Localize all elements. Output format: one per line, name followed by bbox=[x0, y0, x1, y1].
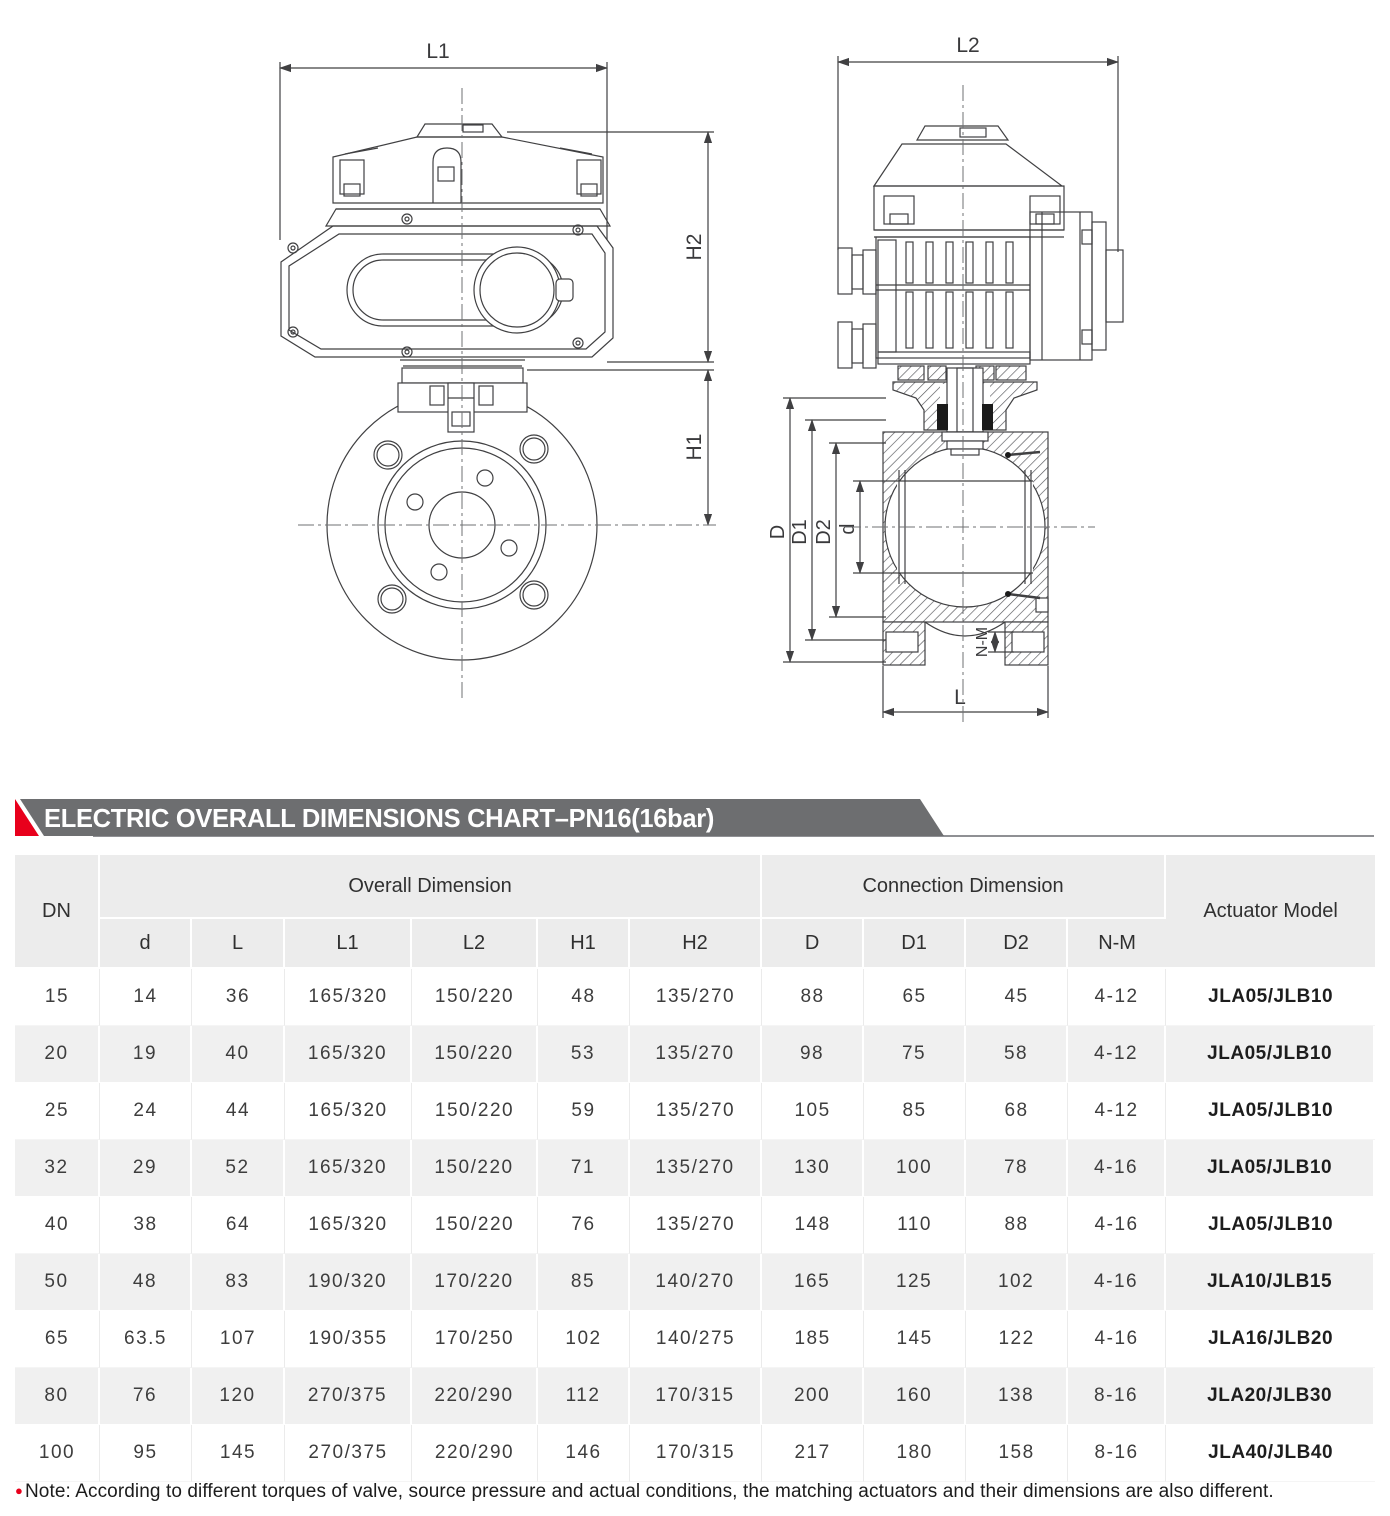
table-cell: 36 bbox=[192, 969, 285, 1026]
cell-dn: 100 bbox=[15, 1425, 100, 1482]
motor-housing bbox=[1030, 212, 1123, 360]
table-cell: 59 bbox=[538, 1083, 630, 1140]
table-row bbox=[15, 1140, 1375, 1197]
table-row bbox=[15, 1083, 1375, 1140]
cell-actuator-model: JLA40/JLB40 bbox=[1166, 1425, 1375, 1482]
table-cell: 85 bbox=[864, 1083, 966, 1140]
cable-glands bbox=[838, 248, 876, 368]
cooling-fins bbox=[906, 242, 1013, 348]
dim-label-h1: H1 bbox=[683, 433, 706, 461]
dim-label-D1: D1 bbox=[789, 519, 811, 545]
table-cell: 4-16 bbox=[1068, 1140, 1166, 1197]
table-cell: 180 bbox=[864, 1425, 966, 1482]
table-cell: 71 bbox=[538, 1140, 630, 1197]
table-cell: 4-12 bbox=[1068, 969, 1166, 1026]
table-cell: 45 bbox=[966, 969, 1068, 1026]
table-cell: 140/275 bbox=[630, 1311, 762, 1368]
dim-label-h2: H2 bbox=[683, 233, 706, 261]
dim-label-l: L bbox=[954, 686, 966, 709]
table-cell: 14 bbox=[100, 969, 192, 1026]
table-cell: 85 bbox=[538, 1254, 630, 1311]
header-NM: N-M bbox=[1068, 919, 1166, 969]
cell-actuator-model: JLA05/JLB10 bbox=[1166, 1083, 1375, 1140]
table-cell: 58 bbox=[966, 1026, 1068, 1083]
cell-actuator-model: JLA05/JLB10 bbox=[1166, 1197, 1375, 1254]
table-cell: 100 bbox=[864, 1140, 966, 1197]
dim-label-l2: L2 bbox=[956, 34, 980, 57]
table-cell: 146 bbox=[538, 1425, 630, 1482]
table-cell: 19 bbox=[100, 1026, 192, 1083]
table-cell: 150/220 bbox=[412, 969, 538, 1026]
table-cell: 135/270 bbox=[630, 1083, 762, 1140]
cell-dn: 15 bbox=[15, 969, 100, 1026]
table-cell: 158 bbox=[966, 1425, 1068, 1482]
header-L2: L2 bbox=[412, 919, 538, 969]
table-cell: 270/375 bbox=[285, 1368, 412, 1425]
table-cell: 40 bbox=[192, 1026, 285, 1083]
cell-actuator-model: JLA05/JLB10 bbox=[1166, 1140, 1375, 1197]
table-row bbox=[15, 1311, 1375, 1368]
table-cell: 150/220 bbox=[412, 1140, 538, 1197]
section-title: ELECTRIC OVERALL DIMENSIONS CHART–PN16(16bar) bbox=[44, 803, 715, 833]
table-row bbox=[15, 1197, 1375, 1254]
cell-actuator-model: JLA05/JLB10 bbox=[1166, 1026, 1375, 1083]
table-cell: 170/315 bbox=[630, 1368, 762, 1425]
header-D: D bbox=[762, 919, 864, 969]
cell-actuator-model: JLA05/JLB10 bbox=[1166, 969, 1375, 1026]
table-cell: 38 bbox=[100, 1197, 192, 1254]
table-cell: 148 bbox=[762, 1197, 864, 1254]
front-view-drawing bbox=[280, 40, 714, 660]
table-cell: 185 bbox=[762, 1311, 864, 1368]
table-row bbox=[15, 1368, 1375, 1425]
table-cell: 68 bbox=[966, 1083, 1068, 1140]
table-row bbox=[15, 1026, 1375, 1083]
note-bullet-icon: ● bbox=[15, 1483, 23, 1498]
table-cell: 270/375 bbox=[285, 1425, 412, 1482]
table-cell: 88 bbox=[966, 1197, 1068, 1254]
table-cell: 130 bbox=[762, 1140, 864, 1197]
dimensions-table bbox=[15, 855, 1375, 1482]
note-text: Note: According to different torques of valve, source pressure and actual conditions, the matching actuators and their dimensions are also different. bbox=[24, 1481, 1274, 1502]
table-cell: 98 bbox=[762, 1026, 864, 1083]
table-cell: 120 bbox=[192, 1368, 285, 1425]
dim-label-nm: N-M bbox=[974, 626, 991, 658]
header-H1: H1 bbox=[538, 919, 630, 969]
table-cell: 44 bbox=[192, 1083, 285, 1140]
table-cell: 83 bbox=[192, 1254, 285, 1311]
table-cell: 165 bbox=[762, 1254, 864, 1311]
table-cell: 29 bbox=[100, 1140, 192, 1197]
table-cell: 217 bbox=[762, 1425, 864, 1482]
table-cell: 165/320 bbox=[285, 1083, 412, 1140]
table-cell: 135/270 bbox=[630, 1140, 762, 1197]
dim-label-d: d bbox=[837, 523, 859, 535]
header-H2: H2 bbox=[630, 919, 762, 969]
header-D2: D2 bbox=[966, 919, 1068, 969]
cell-dn: 65 bbox=[15, 1311, 100, 1368]
side-view-drawing bbox=[767, 34, 1123, 718]
table-cell: 170/220 bbox=[412, 1254, 538, 1311]
table-cell: 165/320 bbox=[285, 969, 412, 1026]
table-cell: 8-16 bbox=[1068, 1368, 1166, 1425]
table-cell: 76 bbox=[538, 1197, 630, 1254]
dim-label-D2: D2 bbox=[813, 519, 835, 545]
table-cell: 102 bbox=[966, 1254, 1068, 1311]
table-cell: 135/270 bbox=[630, 969, 762, 1026]
table-cell: 145 bbox=[864, 1311, 966, 1368]
table-cell: 75 bbox=[864, 1026, 966, 1083]
table-cell: 170/315 bbox=[630, 1425, 762, 1482]
header-d: d bbox=[100, 919, 192, 969]
table-cell: 122 bbox=[966, 1311, 1068, 1368]
table-cell: 165/320 bbox=[285, 1026, 412, 1083]
cell-actuator-model: JLA10/JLB15 bbox=[1166, 1254, 1375, 1311]
footnote bbox=[15, 1481, 1385, 1503]
table-cell: 107 bbox=[192, 1311, 285, 1368]
table-cell: 112 bbox=[538, 1368, 630, 1425]
header-L1: L1 bbox=[285, 919, 412, 969]
table-header bbox=[15, 855, 1375, 969]
table-cell: 88 bbox=[762, 969, 864, 1026]
table-cell: 165/320 bbox=[285, 1140, 412, 1197]
dim-label-l1: L1 bbox=[426, 40, 450, 63]
table-cell: 63.5 bbox=[100, 1311, 192, 1368]
cell-dn: 20 bbox=[15, 1026, 100, 1083]
table-cell: 4-16 bbox=[1068, 1311, 1166, 1368]
table-cell: 65 bbox=[864, 969, 966, 1026]
table-cell: 110 bbox=[864, 1197, 966, 1254]
table-cell: 8-16 bbox=[1068, 1425, 1166, 1482]
table-cell: 150/220 bbox=[412, 1083, 538, 1140]
cell-dn: 50 bbox=[15, 1254, 100, 1311]
table-row bbox=[15, 969, 1375, 1026]
section-banner bbox=[0, 788, 1390, 858]
cell-dn: 80 bbox=[15, 1368, 100, 1425]
table-cell: 52 bbox=[192, 1140, 285, 1197]
table-cell: 140/270 bbox=[630, 1254, 762, 1311]
cell-actuator-model: JLA20/JLB30 bbox=[1166, 1368, 1375, 1425]
table-cell: 4-16 bbox=[1068, 1197, 1166, 1254]
table-cell: 95 bbox=[100, 1425, 192, 1482]
table-cell: 4-12 bbox=[1068, 1083, 1166, 1140]
table-cell: 170/250 bbox=[412, 1311, 538, 1368]
cell-dn: 32 bbox=[15, 1140, 100, 1197]
table-cell: 135/270 bbox=[630, 1197, 762, 1254]
table-cell: 220/290 bbox=[412, 1368, 538, 1425]
table-row bbox=[15, 1254, 1375, 1311]
table-cell: 138 bbox=[966, 1368, 1068, 1425]
table-cell: 150/220 bbox=[412, 1026, 538, 1083]
table-cell: 190/320 bbox=[285, 1254, 412, 1311]
table-cell: 48 bbox=[100, 1254, 192, 1311]
table-cell: 190/355 bbox=[285, 1311, 412, 1368]
table-cell: 160 bbox=[864, 1368, 966, 1425]
table-cell: 48 bbox=[538, 969, 630, 1026]
table-row bbox=[15, 1425, 1375, 1482]
table-cell: 4-16 bbox=[1068, 1254, 1166, 1311]
header-L: L bbox=[192, 919, 285, 969]
table-cell: 150/220 bbox=[412, 1197, 538, 1254]
table-cell: 105 bbox=[762, 1083, 864, 1140]
table-cell: 135/270 bbox=[630, 1026, 762, 1083]
header-actuator-model: Actuator Model bbox=[1166, 855, 1375, 969]
header-overall-dimension: Overall Dimension bbox=[100, 855, 762, 919]
table-cell: 78 bbox=[966, 1140, 1068, 1197]
dim-label-D: D bbox=[767, 524, 789, 540]
header-D1: D1 bbox=[864, 919, 966, 969]
table-cell: 220/290 bbox=[412, 1425, 538, 1482]
table-cell: 53 bbox=[538, 1026, 630, 1083]
table-cell: 64 bbox=[192, 1197, 285, 1254]
table-cell: 102 bbox=[538, 1311, 630, 1368]
flange-bolt-holes bbox=[374, 435, 548, 613]
table-cell: 145 bbox=[192, 1425, 285, 1482]
table-cell: 125 bbox=[864, 1254, 966, 1311]
cell-dn: 25 bbox=[15, 1083, 100, 1140]
cell-dn: 40 bbox=[15, 1197, 100, 1254]
table-body bbox=[15, 969, 1375, 1482]
table-cell: 76 bbox=[100, 1368, 192, 1425]
cell-actuator-model: JLA16/JLB20 bbox=[1166, 1311, 1375, 1368]
table-cell: 165/320 bbox=[285, 1197, 412, 1254]
table-cell: 24 bbox=[100, 1083, 192, 1140]
header-connection-dimension: Connection Dimension bbox=[762, 855, 1166, 919]
table-cell: 200 bbox=[762, 1368, 864, 1425]
table-cell: 4-12 bbox=[1068, 1026, 1166, 1083]
header-dn: DN bbox=[15, 855, 100, 969]
